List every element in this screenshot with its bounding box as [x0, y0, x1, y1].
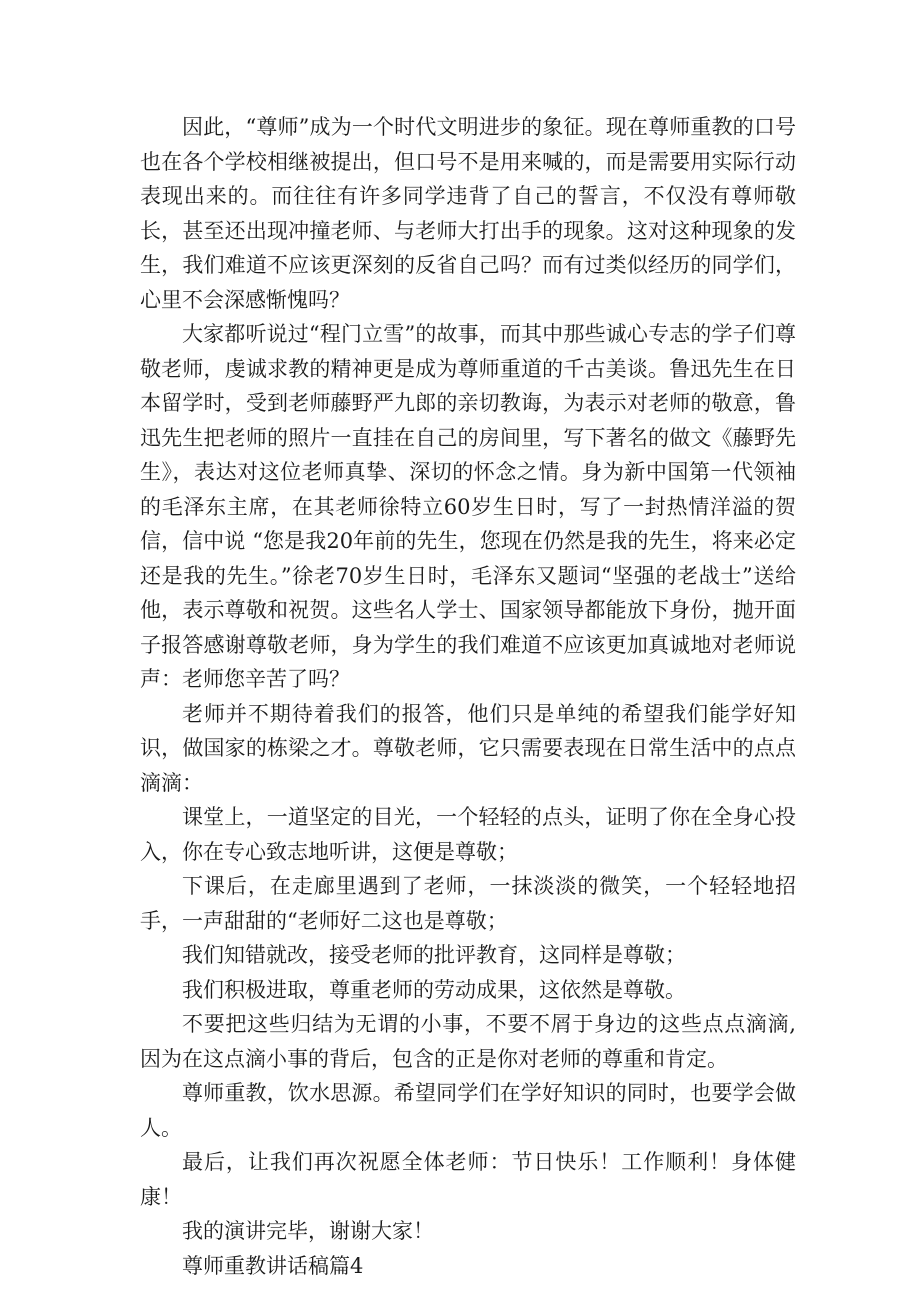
paragraph-historical-examples: 大家都听说过“程门立雪”的故事，而其中那些诚心专志的学子们尊敬老师，虔诚求教的精神更是成为尊师重道的千古美谈。鲁迅先生在日本留学时，受到老师藤野严九郎的亲切教诲，为表示对老师的敬意，鲁迅先生把老师的照片一直挂在自己的房间里，写下著名的做文《藤野先生》，表达对这位老师真挚、深切的怀念之情。身为新中国第一代领袖的毛泽东主席，在其老师徐特立60岁生日时，写了一封热情洋溢的贺信，信中说 “您是我20年前的先生，您现在仍然是我的先生，将来必定还是我的先生。”徐老70岁生日时，毛泽东又题词“坚强的老战士”送给他，表示尊敬和祝贺。这些名人学士、国家领导都能放下身份，抛开面子报答感谢尊敬老师，身为学生的我们难道不应该更加真诚地对老师说声：老师您辛苦了吗？: [140, 322, 796, 691]
section-heading: 尊师重教讲话稿篇4: [182, 1253, 364, 1278]
paragraph-closing: 我的演讲完毕，谢谢大家！: [182, 1219, 434, 1243]
paragraph-remember-source: 尊师重教，饮水思源。希望同学们在学好知识的同时，也要学会做人。: [140, 1081, 796, 1140]
paragraph-after-class: 下课后，在走廊里遇到了老师，一抹淡淡的微笑，一个轻轻地招手，一声甜甜的“老师好二这也是尊敬；: [140, 874, 796, 933]
paragraph-correct-mistakes: 我们知错就改，接受老师的批评教育，这同样是尊敬；: [182, 943, 686, 967]
paragraph-respect-work: 我们积极进取，尊重老师的劳动成果，这依然是尊敬。: [182, 977, 686, 1002]
document-body: [140, 110, 796, 1283]
paragraph-teachers-expectation: 老师并不期待着我们的报答，他们只是单纯的希望我们能学好知识，做国家的栋梁之才。尊敬老师，它只需要表现在日常生活中的点点滴滴：: [140, 701, 796, 795]
paragraph-respect-symbol: 因此，“尊师”成为一个时代文明进步的象征。现在尊师重教的口号也在各个学校相继被提出，但口号不是用来喊的，而是需要用实际行动表现出来的。而往往有许多同学违背了自己的誓言，不仅没有尊师敬长，甚至还出现冲撞老师、与老师大打出手的现象。这对这种现象的发生，我们难道不应该更深刻的反省自己吗？而有过类似经历的同学们，心里不会深感惭愧吗？: [140, 115, 796, 312]
paragraph-small-things: 不要把这些归结为无谓的小事，不要不屑于身边的这些点点滴滴,因为在这点滴小事的背后，包含的正是你对老师的尊重和肯定。: [140, 1012, 796, 1071]
paragraph-wishes: 最后，让我们再次祝愿全体老师：节日快乐！工作顺利！身体健康！: [140, 1150, 796, 1209]
paragraph-in-class: 课堂上，一道坚定的目光，一个轻轻的点头，证明了你在全身心投入，你在专心致志地听讲，这便是尊敬；: [140, 805, 796, 864]
